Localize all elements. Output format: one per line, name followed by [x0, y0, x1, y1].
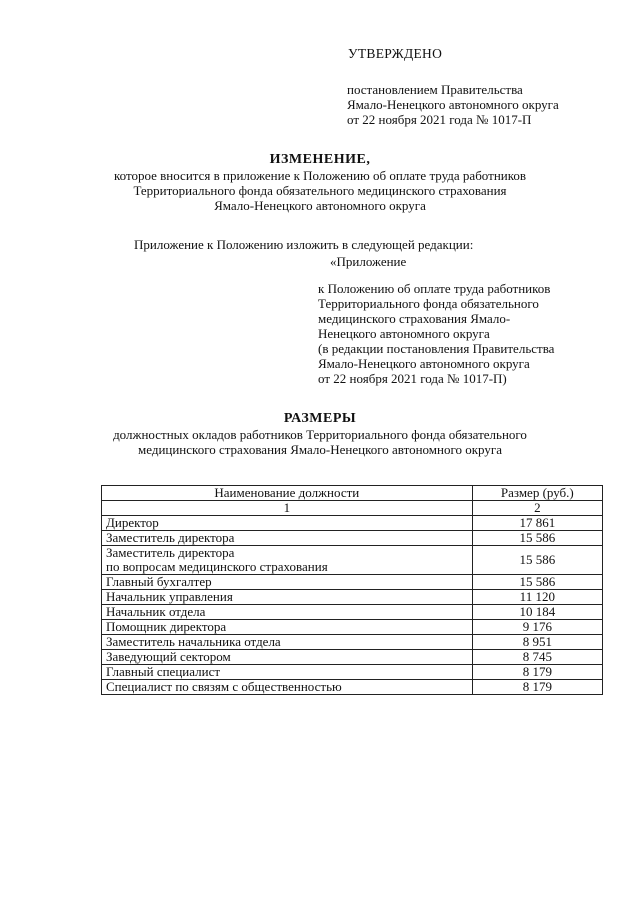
position-cell: Заведующий сектором — [102, 650, 473, 665]
table-row — [102, 650, 603, 665]
amount-cell: 9 176 — [472, 620, 602, 635]
approved-title: УТВЕРЖДЕНО — [348, 46, 443, 61]
change-subtitle-line: которое вносится в приложение к Положению об оплате труда работников — [113, 168, 527, 183]
appendix-reference — [318, 281, 554, 386]
position-cell: Директор — [102, 516, 473, 531]
appendix-line: к Положению об оплате труда работников — [318, 281, 551, 296]
table-row — [102, 635, 603, 650]
sizes-subtitle-line: должностных окладов работников Территориального фонда обязательного — [113, 427, 527, 442]
column-number: 2 — [472, 501, 602, 516]
header-position: Наименование должности — [102, 486, 473, 501]
appendix-line: Ямало-Ненецкого автономного округа — [318, 356, 530, 371]
amount-cell: 8 951 — [472, 635, 602, 650]
position-cell: Заместитель начальника отдела — [102, 635, 473, 650]
position-cell — [102, 546, 473, 575]
change-heading — [0, 152, 640, 213]
position-cell: Специалист по связям с общественностью — [102, 680, 473, 695]
approval-line: от 22 ноября 2021 года № 1017-П — [347, 112, 532, 127]
header-amount: Размер (руб.) — [472, 486, 602, 501]
amount-cell: 8 179 — [472, 665, 602, 680]
amount-cell: 17 861 — [472, 516, 602, 531]
table-row — [102, 590, 603, 605]
position-cell: Помощник директора — [102, 620, 473, 635]
change-title: ИЗМЕНЕНИЕ, — [269, 152, 371, 167]
position-cell: Начальник отдела — [102, 605, 473, 620]
appendix-label: «Приложение — [330, 254, 407, 269]
appendix-line: Территориального фонда обязательного — [318, 296, 539, 311]
table-row — [102, 605, 603, 620]
table-row — [102, 575, 603, 590]
table-header-row — [102, 486, 603, 501]
position-cell: Главный специалист — [102, 665, 473, 680]
appendix-line: (в редакции постановления Правительства — [318, 341, 555, 356]
table-row — [102, 665, 603, 680]
amount-cell: 8 745 — [472, 650, 602, 665]
sizes-subtitle-line: медицинского страхования Ямало-Ненецкого автономного округа — [138, 442, 502, 457]
position-cell: Начальник управления — [102, 590, 473, 605]
position-cell: Главный бухгалтер — [102, 575, 473, 590]
salary-table — [101, 485, 603, 695]
amount-cell: 11 120 — [472, 590, 602, 605]
change-subtitle-line: Ямало-Ненецкого автономного округа — [214, 198, 426, 213]
table-row — [102, 620, 603, 635]
position-cell: Заместитель директора — [102, 531, 473, 546]
appendix-line: медицинского страхования Ямало- — [318, 311, 511, 326]
position-line: Заместитель директора — [106, 545, 235, 560]
approval-line: Ямало-Ненецкого автономного округа — [347, 97, 559, 112]
amount-cell: 10 184 — [472, 605, 602, 620]
table-row — [102, 680, 603, 695]
table-row — [102, 516, 603, 531]
column-number: 1 — [102, 501, 473, 516]
appendix-line: Ненецкого автономного округа — [318, 326, 490, 341]
intro-text: Приложение к Положению изложить в следующей редакции: — [134, 237, 474, 252]
amount-cell: 15 586 — [472, 546, 602, 575]
amount-cell: 15 586 — [472, 531, 602, 546]
sizes-title: РАЗМЕРЫ — [283, 411, 357, 426]
table-row — [102, 531, 603, 546]
sizes-heading — [0, 411, 640, 457]
approval-line: постановлением Правительства — [347, 82, 523, 97]
position-line: по вопросам медицинского страхования — [106, 559, 328, 574]
approval-details — [347, 82, 559, 127]
table-number-row — [102, 501, 603, 516]
appendix-line: от 22 ноября 2021 года № 1017-П) — [318, 371, 507, 386]
change-subtitle-line: Территориального фонда обязательного медицинского страхования — [133, 183, 507, 198]
amount-cell: 15 586 — [472, 575, 602, 590]
amount-cell: 8 179 — [472, 680, 602, 695]
table-row — [102, 546, 603, 575]
